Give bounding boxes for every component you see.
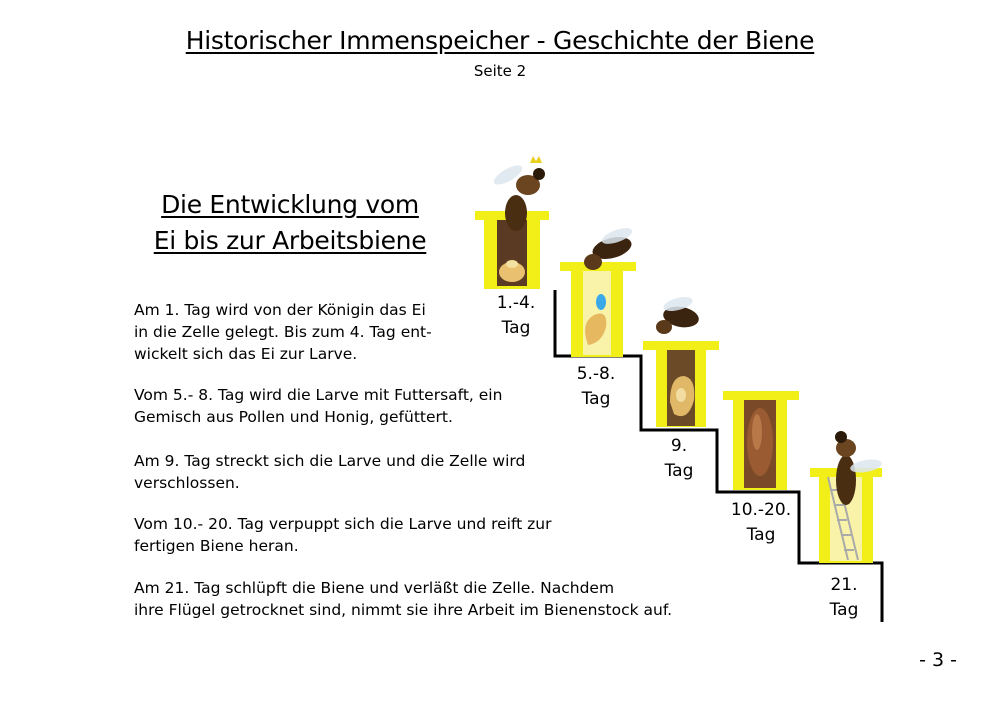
section-heading-line-1: Die Entwicklung vom: [161, 190, 419, 219]
stage-day-unit: Tag: [746, 525, 776, 545]
page-subtitle: Seite 2: [473, 62, 527, 80]
stage-day-unit: Tag: [664, 461, 694, 481]
text-line: fertigen Biene heran.: [134, 537, 299, 555]
text-line: Am 9. Tag streckt sich die Larve und die Zelle wird: [134, 452, 526, 470]
cell-stage-4: [723, 391, 799, 490]
stage-label-2: [570, 362, 622, 412]
capping-bee-icon: [656, 294, 700, 334]
text-line: Gemisch aus Pollen und Honig, gefüttert.: [134, 408, 453, 426]
stage-label-4: [726, 498, 796, 548]
stage-day-number: 21.: [830, 575, 858, 595]
cell-stage-2: [560, 262, 636, 357]
stage-label-5: [818, 573, 870, 623]
text-line: in die Zelle gelegt. Bis zum 4. Tag ent-: [134, 323, 432, 341]
page-title: Historischer Immenspeicher - Geschichte der Biene: [185, 26, 815, 55]
stage-day-unit: Tag: [829, 600, 859, 620]
text-line: ihre Flügel getrocknet sind, nimmt sie ihre Arbeit im Bienenstock auf.: [134, 601, 673, 619]
stage-day-unit: Tag: [501, 318, 531, 338]
text-line: verschlossen.: [134, 474, 240, 492]
text-line: wickelt sich das Ei zur Larve.: [134, 345, 358, 363]
text-line: Vom 10.- 20. Tag verpuppt sich die Larve und reift zur: [134, 515, 552, 533]
stage-day-number: 5.-8.: [576, 364, 616, 384]
stage-day-unit: Tag: [581, 389, 611, 409]
stage-day-number: 9.: [670, 436, 688, 456]
text-line: Am 1. Tag wird von der Königin das Ei: [134, 301, 426, 319]
stage-label-3: [654, 434, 704, 484]
stage-day-number: 10.-20.: [730, 500, 792, 520]
text-line: Am 21. Tag schlüpft die Biene und verläßt die Zelle. Nachdem: [134, 579, 615, 597]
cell-stage-3: [643, 341, 719, 427]
stage-day-number: 1.-4.: [496, 293, 536, 313]
stage-label-1: [490, 291, 542, 341]
text-line: Vom 5.- 8. Tag wird die Larve mit Futtersaft, ein: [134, 386, 503, 404]
page-number: - 3 -: [919, 649, 957, 671]
section-heading-line-2: Ei bis zur Arbeitsbiene: [153, 226, 427, 255]
